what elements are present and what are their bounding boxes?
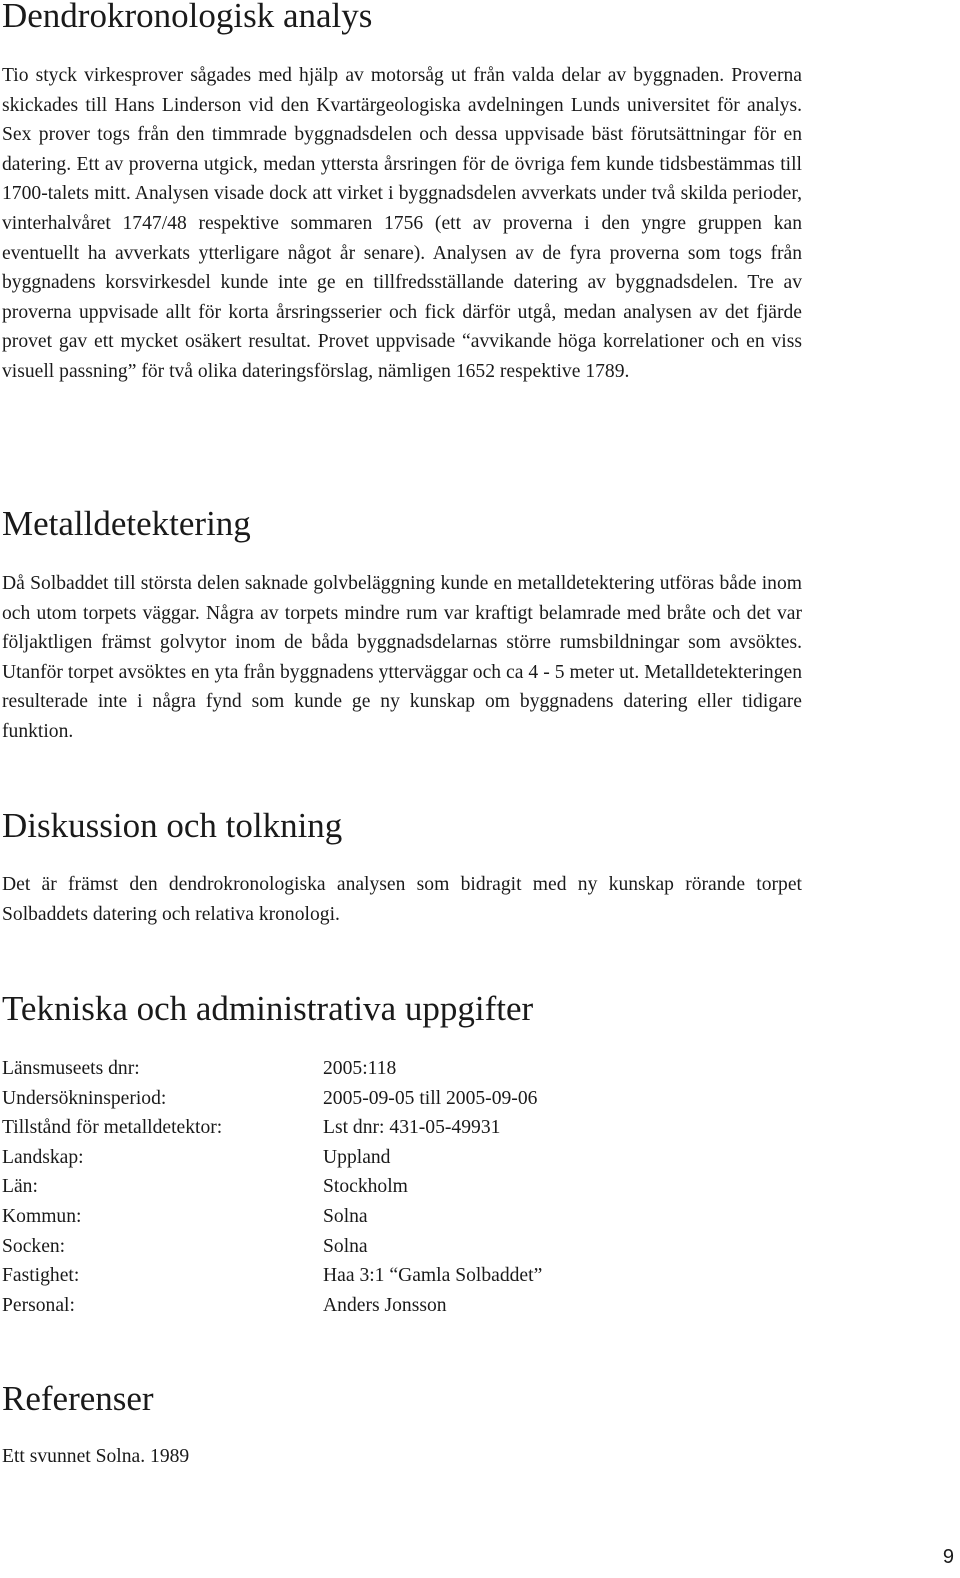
info-row [2, 1054, 802, 1084]
heading-dendrokronologisk-analys: Dendrokronologisk analys [2, 0, 373, 35]
info-key: Fastighet: [2, 1265, 80, 1287]
info-value: Anders Jonsson [323, 1294, 447, 1316]
info-value: 2005-09-05 till 2005-09-06 [323, 1087, 538, 1109]
heading-tekniska-och-administrativa-uppgifter: Tekniska och administrativa uppgifter [2, 989, 534, 1028]
info-key: Undersökninsperiod: [2, 1087, 167, 1109]
heading-metalldetektering: Metalldetektering [2, 504, 251, 543]
info-key: Socken: [2, 1235, 66, 1257]
admin-info-table [2, 1054, 802, 1320]
paragraph-dendrokronologisk-analys: Tio styck virkesprover sågades med hjälp av motorsåg ut från valda delar av byggnaden. Proverna skickades till Hans Linderson vid den Kvartärgeologiska avdelningen Lunds universitet för analys. Sex prover togs från den timmrade byggnadsdelen och dessa uppvisade bäst förutsättningar för en datering. Ett av proverna utgick, medan yttersta årsringen för de övriga fem kunde tidsbestämmas till 1700-talets mitt. Analysen visade dock att virket i byggnadsdelen avverkats under två skilda perioder, vinterhalvåret 1747/48 respektive sommaren 1756 (ett av proverna i den yngre gruppen kan eventuellt ha avverkats ytterligare något år senare). Analysen av de fyra proverna som togs från byggnadens korsvirkesdel kunde inte ge en tillfredsställande datering av byggnadsdelen. Tre av proverna uppvisade allt för korta årsringsserier och fick därför utgå, medan analysen av det fjärde provet gav ett mycket osäkert resultat. Provet uppvisade “avvikande höga korrelationer och en viss visuell passning” för två olika dateringsförslag, nämligen 1652 respektive 1789. [2, 65, 802, 382]
info-value: 2005:118 [323, 1058, 397, 1079]
info-value: Stockholm [323, 1176, 408, 1198]
info-key: Landskap: [2, 1146, 84, 1168]
info-value: Haa 3:1 “Gamla Solbaddet” [323, 1265, 543, 1287]
reference-entry: Ett svunnet Solna. 1989 [2, 1446, 190, 1467]
heading-referenser: Referenser [2, 1379, 154, 1418]
info-row [2, 1172, 802, 1202]
info-row [2, 1232, 802, 1262]
info-row [2, 1143, 802, 1173]
info-row [2, 1202, 802, 1232]
info-row [2, 1084, 802, 1114]
info-value: Solna [323, 1235, 368, 1257]
heading-diskussion-och-tolkning: Diskussion och tolkning [2, 806, 343, 845]
info-value: Solna [323, 1205, 368, 1227]
info-row [2, 1261, 802, 1291]
info-key: Personal: [2, 1294, 75, 1316]
info-value: Uppland [323, 1146, 391, 1168]
info-row [2, 1291, 802, 1321]
info-key: Länsmuseets dnr: [2, 1058, 140, 1079]
info-row [2, 1113, 802, 1143]
paragraph-metalldetektering: Då Solbaddet till största delen saknade golvbeläggning kunde en metalldetektering utföras både inom och utom torpets väggar. Några av torpets mindre rum var kraftigt belamrade med bråte och det var följaktligen främst golvytor inom de båda byggnadsdelarnas större rumsbildningar som avsöktes. Utanför torpet avsöktes en yta från byggnadens ytterväggar och ca 4 - 5 meter ut. Metalldetekteringen resulterade inte i några fynd som kunde ge ny kunskap om byggnadens datering eller tidigare funktion. [2, 573, 802, 742]
paragraph-diskussion-och-tolkning: Det är främst den dendrokronologiska analysen som bidragit med ny kunskap rörande torpet Solbaddets datering och relativa kronologi. [2, 874, 802, 925]
info-value: Lst dnr: 431-05-49931 [323, 1117, 501, 1139]
info-key: Län: [2, 1176, 38, 1198]
info-key: Tillstånd för metalldetektor: [2, 1117, 223, 1139]
page-number: 9 [942, 1546, 954, 1568]
info-key: Kommun: [2, 1205, 82, 1227]
